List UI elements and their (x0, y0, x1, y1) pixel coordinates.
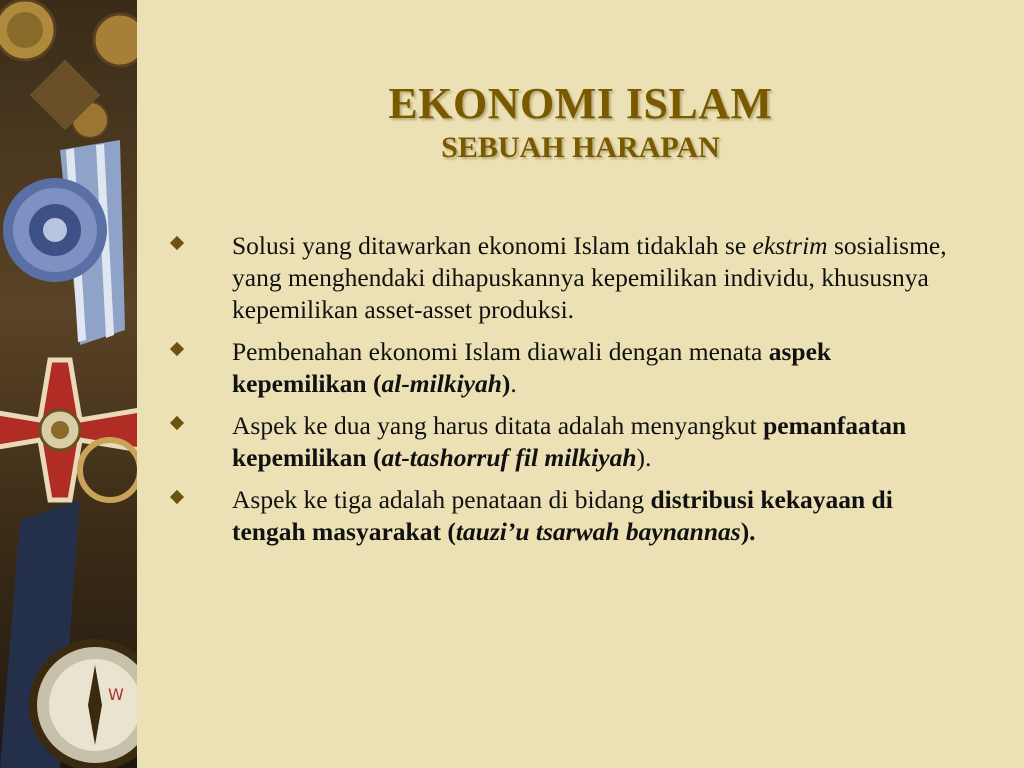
slide-subtitle: SEBUAH HARAPAN (441, 131, 720, 164)
bullet-text: . (510, 369, 517, 398)
bullet-text: Solusi yang ditawarkan ekonomi Islam tidaklah se (232, 231, 747, 260)
bullet-text: Aspek ke tiga adalah penataan di bidang (232, 485, 651, 514)
bullet-text-bold: ). (740, 517, 756, 546)
bullet-text: ). (636, 443, 652, 472)
bullet-text-italic: ekstrim (752, 231, 828, 260)
bullet-text-bold-italic: tauzi’u tsarwah baynannas (455, 517, 741, 546)
bullet-item (168, 484, 968, 548)
bullet-text: Pembenahan ekonomi Islam diawali dengan menata (232, 337, 769, 366)
bullet-text-bold: ) (501, 369, 511, 398)
side-decorative-image (0, 0, 137, 768)
svg-text:W: W (108, 685, 124, 704)
diamond-bullet-icon (170, 416, 184, 430)
bullet-list (168, 230, 968, 558)
bullet-text-bold: aspek kepemilikan ( (232, 337, 832, 398)
bullet-text-bold-italic: at-tashorruf fil milkiyah (381, 443, 637, 472)
diamond-bullet-icon (170, 342, 184, 356)
diamond-bullet-icon (170, 236, 184, 250)
bullet-text-bold: distribusi kekayaan di tengah masyarakat ( (232, 485, 893, 546)
bullet-item (168, 230, 968, 326)
bullet-item (168, 336, 968, 400)
bullet-text: sosialisme, yang menghendaki dihapuskannya kepemilikan individu, khususnya kepemilikan asset-asset produksi. (232, 231, 947, 324)
title-block (137, 80, 1024, 166)
bullet-text: Aspek ke dua yang harus ditata adalah menyangkut (232, 411, 764, 440)
medals-collage-illustration (0, 0, 137, 768)
bullet-text-bold: pemanfaatan kepemilikan ( (232, 411, 907, 472)
slide-title: EKONOMI ISLAM (388, 79, 773, 128)
bullet-text-bold-italic: al-milkiyah (381, 369, 502, 398)
diamond-bullet-icon (170, 490, 184, 504)
bullet-item (168, 410, 968, 474)
